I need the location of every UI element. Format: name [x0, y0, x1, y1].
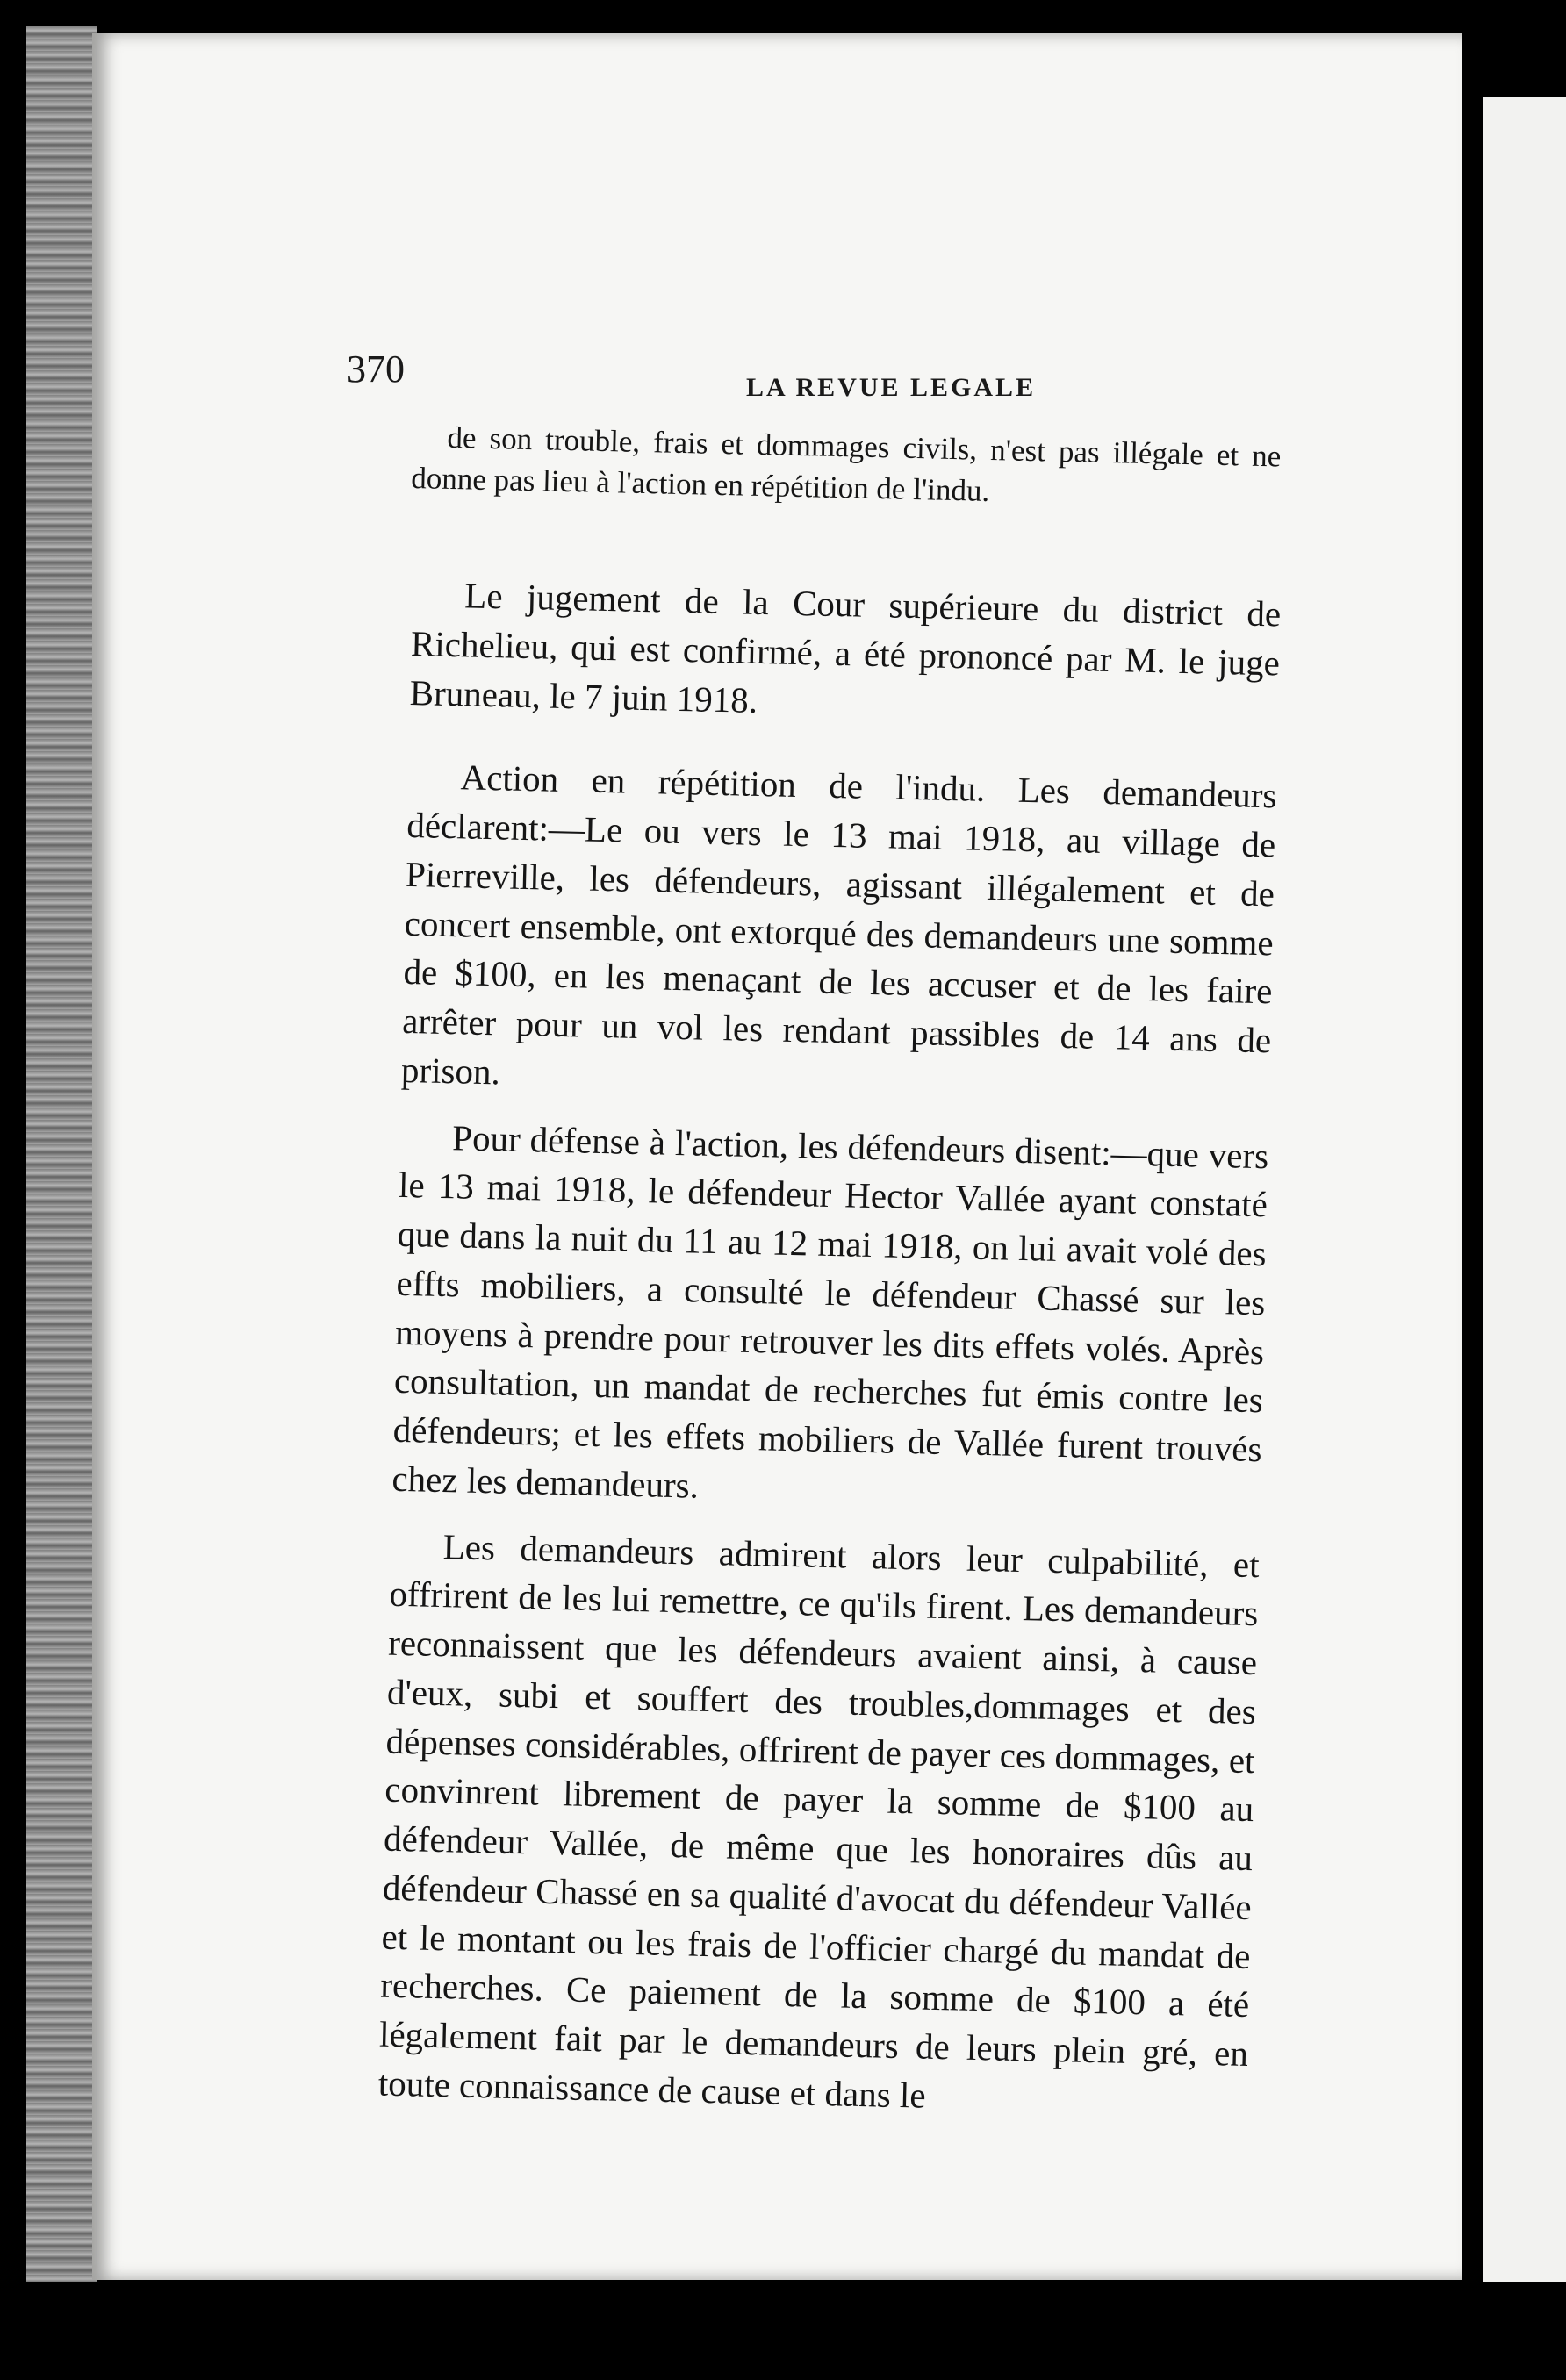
paragraph-action: Action en répétition de l'indu. Les demandeurs déclarent:—Le ou vers le 13 mai 1918, au village de Pierreville, les défendeurs, agissant illégalement et de concert ensemble, ont extorqué des demandeurs une somme de $100, en les menaçant de les accuser et de les faire arrêter pour un vol les rendant passibles de 14 ans de prison.	[400, 756, 1277, 1093]
page-number: 370	[347, 348, 405, 391]
running-title: LA REVUE LEGALE	[746, 373, 1037, 402]
paragraph-admission: Les demandeurs admirent alors leur culpabilité, et offrirent de les lui remettre, ce qu'ils firent. Les demandeurs reconnaissent que les défendeurs avaient ainsi, à cause d'eux, subi et souffert des troubles,dommages et des dépenses considérables, offrirent de payer ces dommages, et convinrent librement de payer la somme de $100 au défendeur Vallée, de même que les honoraires dûs au défendeur Chassé en sa qualité d'avocat du défendeur Vallée et le montant ou les frais de l'officier chargé du mandat de recherches. Ce paiement de la somme de $100 a été légalement fait par le demandeurs de leurs plein gré, en toute connaissance de cause et dans le	[377, 1525, 1261, 2116]
body-text	[377, 570, 1282, 2146]
paragraph-defense: Pour défense à l'action, les défendeurs disent:—que vers le 13 mai 1918, le défendeur Hector Vallée ayant constaté que dans la nuit du 11 au 12 mai 1918, on lui avait volé des effts mobiliers, a consulté le défendeur Chassé sur les moyens à prendre pour retrouver les dits effets volés. Après consultation, un mandat de recherches fut émis contre les défendeurs; et les effets mobiliers de Vallée furent trouvés chez les demandeurs.	[392, 1116, 1269, 1506]
adjacent-page-edge	[1483, 97, 1566, 2282]
paragraph-judgment: Le jugement de la Cour supérieure du district de Richelieu, qui est confirmé, a été prononcé par M. le juge Bruneau, le 7 juin 1918.	[409, 575, 1282, 720]
case-summary: de son trouble, frais et dommages civils, n'est pas illégale et ne donne pas lieu à l'action en répétition de l'indu.	[410, 419, 1282, 508]
book-spine-edge	[26, 26, 97, 2282]
